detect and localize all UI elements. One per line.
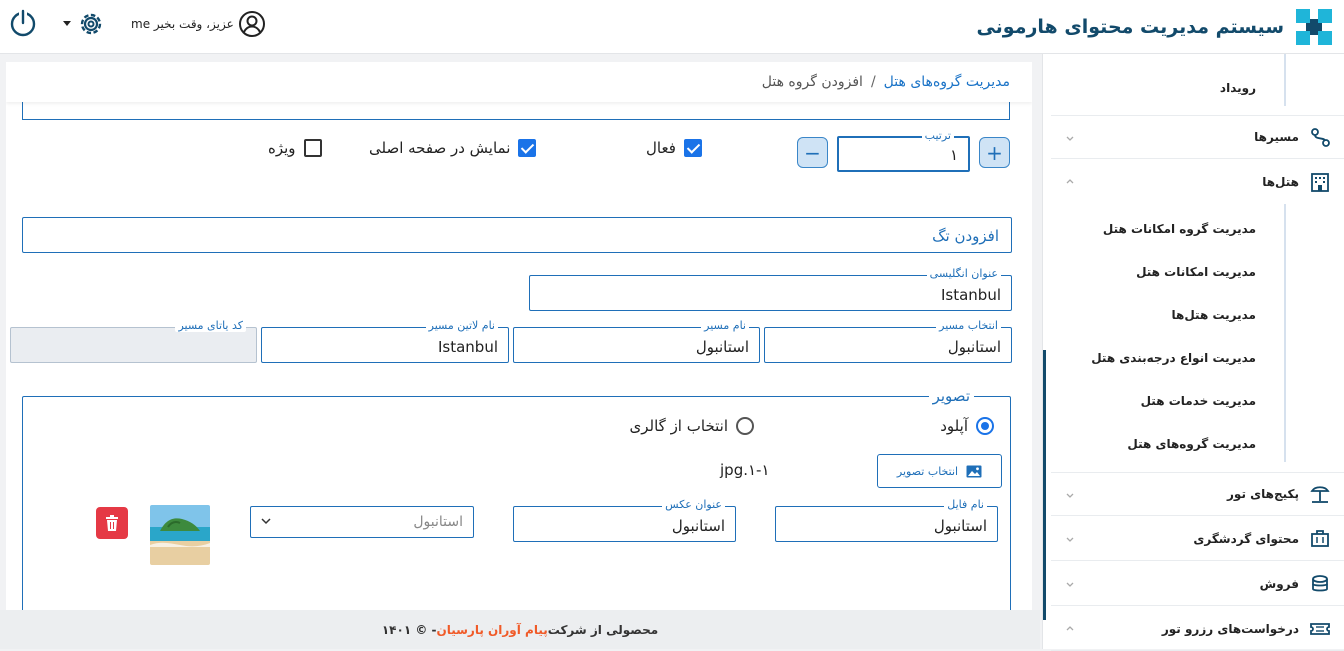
chevron-up-icon — [1065, 624, 1075, 634]
delete-image-button[interactable] — [96, 507, 128, 539]
image-alt-value: استانبول — [671, 517, 725, 535]
sidebar-sub-facility-groups[interactable]: مدیریت گروه امکانات هتل — [1102, 222, 1256, 236]
route-latin-label: نام لاتین مسیر — [426, 320, 498, 332]
coins-icon — [1309, 573, 1331, 595]
pick-image-button[interactable] — [877, 454, 1002, 488]
sidebar-item-tour-packages[interactable] — [1051, 472, 1344, 516]
sidebar-sub-hotel-groups[interactable]: مدیریت گروه‌های هتل — [1127, 437, 1256, 451]
sidebar-sub-services[interactable]: مدیریت خدمات هتل — [1140, 394, 1256, 408]
breadcrumb-separator: / — [870, 74, 876, 90]
special-checkbox-box[interactable] — [304, 139, 322, 157]
user-avatar-icon — [238, 10, 266, 38]
image-alt-label: عنوان عکس — [662, 499, 725, 511]
gallery-radio-dot[interactable] — [736, 417, 754, 435]
gallery-radio[interactable] — [630, 417, 755, 435]
beach-icon — [1309, 483, 1331, 505]
show-home-checkbox-box[interactable] — [518, 139, 536, 157]
route-select-field[interactable] — [764, 319, 1012, 363]
english-title-label: عنوان انگلیسی — [927, 268, 1001, 280]
footer-company-link[interactable]: پیام آوران پارسیان — [436, 622, 548, 637]
sidebar-item-label: فروش — [1259, 576, 1299, 591]
add-tag-input[interactable] — [22, 217, 1012, 253]
route-select-value: استانبول — [947, 338, 1001, 356]
file-name-text: jpg.۱-۱ — [720, 461, 770, 479]
show-home-label: نمایش در صفحه اصلی — [369, 139, 511, 157]
minus-label: − — [804, 140, 821, 165]
sidebar — [1042, 54, 1344, 649]
chevron-down-icon — [1065, 579, 1075, 589]
add-tag-label: افزودن تگ — [932, 227, 999, 245]
ticket-icon — [1309, 618, 1331, 640]
sidebar-item-hotels[interactable] — [1051, 160, 1344, 204]
english-title-field[interactable] — [529, 267, 1012, 311]
upload-label: آپلود — [940, 417, 968, 435]
order-value: ۱ — [949, 146, 958, 164]
brand[interactable] — [976, 4, 1336, 50]
route-select-label: انتخاب مسیر — [936, 320, 1001, 332]
chevron-down-icon — [1065, 133, 1075, 143]
route-latin-value: Istanbul — [437, 338, 498, 356]
sidebar-sub-facilities[interactable]: مدیریت امکانات هتل — [1136, 265, 1256, 279]
active-checkbox[interactable] — [646, 139, 702, 157]
gear-icon[interactable] — [76, 9, 106, 39]
filename-label: نام فایل — [944, 499, 987, 511]
footer-suffix: - © ۱۴۰۱ — [381, 622, 437, 637]
upload-radio-dot[interactable] — [976, 417, 994, 435]
plus-label: + — [986, 140, 1003, 165]
user-menu[interactable] — [131, 10, 266, 38]
image-legend: تصویر — [929, 387, 974, 405]
route-code-field — [10, 319, 257, 363]
sidebar-sub-hotels[interactable]: مدیریت هتل‌ها — [1171, 308, 1256, 322]
chevron-down-icon[interactable] — [63, 21, 71, 26]
sidebar-item-label: پکیج‌های تور — [1227, 487, 1299, 501]
footer — [0, 610, 1040, 649]
chevron-up-icon — [1065, 177, 1075, 187]
sidebar-item-tour-reservations[interactable] — [1051, 607, 1344, 651]
hotel-icon — [1309, 171, 1331, 193]
order-label: ترتیب — [922, 130, 954, 142]
breadcrumb-current: افزودن گروه هتل — [761, 74, 863, 90]
route-name-field[interactable] — [513, 319, 760, 363]
image-icon — [966, 465, 982, 478]
gallery-label: انتخاب از گالری — [629, 417, 728, 435]
user-greeting: me عزیز، وقت بخیر — [131, 17, 234, 31]
trash-icon — [105, 515, 119, 531]
image-fieldset — [22, 387, 1011, 610]
upload-radio[interactable] — [940, 417, 994, 435]
route-name-value: استانبول — [695, 338, 749, 356]
image-route-dropdown-value: استانبول — [413, 514, 463, 530]
sidebar-sub-ratings[interactable]: مدیریت انواع درجه‌بندی هتل — [1091, 351, 1256, 365]
order-decrement-button[interactable] — [797, 137, 828, 168]
show-home-checkbox[interactable] — [369, 139, 536, 157]
order-increment-button[interactable] — [979, 137, 1010, 168]
chevron-down-icon — [1065, 534, 1075, 544]
luggage-icon — [1309, 528, 1331, 550]
route-name-label: نام مسیر — [701, 320, 749, 332]
sidebar-scroll-rail[interactable] — [1043, 350, 1046, 620]
chevron-down-icon — [1065, 490, 1075, 500]
special-checkbox[interactable] — [268, 139, 322, 157]
route-latin-field[interactable] — [261, 319, 509, 363]
special-label: ویژه — [268, 139, 296, 157]
image-route-dropdown[interactable] — [250, 506, 474, 538]
main-content — [6, 62, 1032, 610]
app-logo-icon — [1292, 5, 1336, 49]
pick-image-label: انتخاب تصویر — [896, 464, 959, 478]
sidebar-sub-event[interactable]: رویداد — [1219, 81, 1256, 95]
breadcrumb — [6, 62, 1032, 102]
filename-field[interactable] — [775, 498, 998, 542]
app-title: سیستم مدیریت محتوای هارمونی — [976, 16, 1284, 38]
route-code-label: کد یاتای مسیر — [175, 320, 246, 332]
route-icon — [1309, 126, 1331, 148]
image-thumbnail — [150, 505, 210, 565]
english-title-value: Istanbul — [940, 286, 1001, 304]
breadcrumb-parent-link[interactable]: مدیریت گروه‌های هتل — [883, 74, 1010, 90]
active-label: فعال — [646, 139, 676, 157]
image-alt-field[interactable] — [513, 498, 736, 542]
sidebar-item-label: درخواست‌های رزرو تور — [1161, 621, 1299, 636]
filename-value: استانبول — [933, 517, 987, 535]
active-checkbox-box[interactable] — [684, 139, 702, 157]
chevron-down-icon — [261, 516, 271, 526]
power-icon[interactable] — [8, 8, 38, 38]
submenu-line — [1284, 204, 1286, 462]
sidebar-item-tourism-content[interactable] — [1051, 517, 1344, 561]
footer-prefix: محصولی از شرکت — [547, 622, 659, 637]
sidebar-item-label: محتوای گردشگری — [1193, 531, 1299, 546]
sidebar-item-label: هتل‌ها — [1262, 175, 1299, 189]
order-field[interactable] — [837, 129, 970, 172]
sidebar-item-label: مسیرها — [1254, 130, 1299, 144]
sidebar-item-routes[interactable] — [1051, 115, 1344, 159]
submenu-line — [1284, 54, 1286, 106]
top-bar — [0, 0, 1344, 54]
sidebar-item-sales[interactable] — [1051, 562, 1344, 606]
